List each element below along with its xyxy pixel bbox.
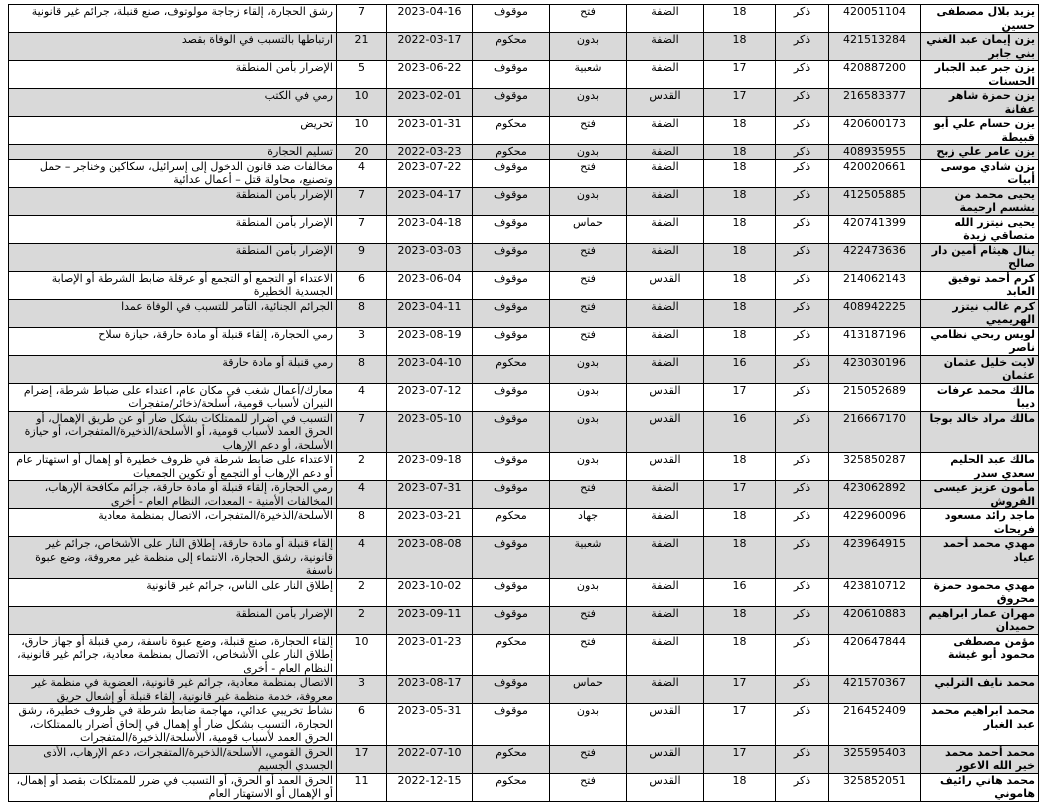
age-cell: 18 [704,159,776,187]
faction-cell: فتح [550,773,627,801]
id-cell: 408942225 [829,299,921,327]
date-cell: 2023-04-17 [387,187,473,215]
id-cell: 420741399 [829,215,921,243]
date-cell: 2023-10-02 [387,578,473,606]
number-cell: 17 [337,745,387,773]
status-cell: موقوف [473,453,550,481]
gender-cell: ذكر [776,299,829,327]
status-cell: موقوف [473,89,550,117]
age-cell: 18 [704,33,776,61]
table-row [9,481,1039,509]
status-cell: محكوم [473,355,550,383]
region-cell: الضفة [627,327,704,355]
name-cell: مالك عبد الحليم سعدي سدر [921,453,1039,481]
age-cell: 18 [704,117,776,145]
gender-cell: ذكر [776,676,829,704]
region-cell: الضفة [627,33,704,61]
status-cell: موقوف [473,215,550,243]
region-cell: الضفة [627,606,704,634]
date-cell: 2023-04-16 [387,5,473,33]
faction-cell: بدون [550,411,627,453]
date-cell: 2023-02-01 [387,89,473,117]
table-row [9,187,1039,215]
table-row [9,327,1039,355]
date-cell: 2023-07-22 [387,159,473,187]
offense-cell: رمي الحجارة، إلقاء قنبلة أو مادة حارقة، حيازة سلاح [9,327,337,355]
faction-cell: حماس [550,676,627,704]
number-cell: 2 [337,606,387,634]
offense-cell: ارتباطها بالتسبب في الوفاة بقصد [9,33,337,61]
id-cell: 214062143 [829,271,921,299]
number-cell: 10 [337,117,387,145]
gender-cell: ذكر [776,745,829,773]
region-cell: الضفة [627,159,704,187]
id-cell: 423030196 [829,355,921,383]
gender-cell: ذكر [776,159,829,187]
faction-cell: بدون [550,355,627,383]
status-cell: موقوف [473,299,550,327]
table-row [9,117,1039,145]
status-cell: موقوف [473,676,550,704]
region-cell: القدس [627,773,704,801]
offense-cell: الإضرار بأمن المنطقة [9,215,337,243]
table-row [9,5,1039,33]
region-cell: الضفة [627,676,704,704]
number-cell: 6 [337,271,387,299]
faction-cell: فتح [550,5,627,33]
gender-cell: ذكر [776,215,829,243]
number-cell: 11 [337,773,387,801]
gender-cell: ذكر [776,145,829,160]
status-cell: موقوف [473,481,550,509]
region-cell: القدس [627,704,704,746]
offense-cell: الأسلحة/الذخيرة/المتفجرات، الاتصال بمنظمة معادية [9,509,337,537]
age-cell: 18 [704,773,776,801]
region-cell: الضفة [627,215,704,243]
offense-cell: تحريض [9,117,337,145]
status-cell: موقوف [473,606,550,634]
detainee-table [8,4,1039,802]
table-row [9,61,1039,89]
date-cell: 2023-04-18 [387,215,473,243]
number-cell: 3 [337,676,387,704]
offense-cell: إلقاء الحجارة، صنع قنبلة، وضع عبوة ناسفة، رمي قنبلة أو جهاز حارق، إطلاق النار على الأشخاص، الاتصال بمنظمة معادية، جرائم غير قانونية، النظام العام - أخرى [9,634,337,676]
status-cell: موقوف [473,271,550,299]
table-row [9,773,1039,801]
table-row [9,383,1039,411]
region-cell: الضفة [627,117,704,145]
id-cell: 325852051 [829,773,921,801]
age-cell: 18 [704,634,776,676]
name-cell: يزن جبر عبد الجبار الحسنات [921,61,1039,89]
region-cell: القدس [627,89,704,117]
faction-cell: حماس [550,215,627,243]
status-cell: موقوف [473,187,550,215]
id-cell: 420600173 [829,117,921,145]
date-cell: 2023-04-11 [387,299,473,327]
gender-cell: ذكر [776,634,829,676]
number-cell: 8 [337,509,387,537]
name-cell: مالك محمد عرفات ديبا [921,383,1039,411]
age-cell: 16 [704,355,776,383]
region-cell: القدس [627,411,704,453]
date-cell: 2023-09-18 [387,453,473,481]
name-cell: يزن عامر علي زبح [921,145,1039,160]
offense-cell: الاعتداء أو التجمع أو التجمع أو عرقلة ضابط الشرطة أو الإصابة الجسدية الخطيرة [9,271,337,299]
faction-cell: بدون [550,578,627,606]
name-cell: محمد ابراهيم محمد عبد الغبار [921,704,1039,746]
table-row [9,411,1039,453]
gender-cell: ذكر [776,537,829,579]
faction-cell: بدون [550,145,627,160]
age-cell: 17 [704,481,776,509]
status-cell: موقوف [473,5,550,33]
offense-cell: نشاط تخريبي عدائي، مهاجمة ضابط شرطة في ظروف خطيرة، رشق الحجارة، التسبب بشكل ضار أو إهمال في إلحاق أضرار بالممتلكات، الحرق العمد لأسباب قومية، الأسلحة/الذخيرة/المتفجرات [9,704,337,746]
age-cell: 16 [704,411,776,453]
date-cell: 2023-01-23 [387,634,473,676]
id-cell: 420887200 [829,61,921,89]
table-row [9,704,1039,746]
offense-cell: إلقاء قنبلة أو مادة حارقة، إطلاق النار على الأشخاص، جرائم غير قانونية، رشق الحجارة، الانتماء إلى منظمة غير معروفة، وضع عبوة ناسفة [9,537,337,579]
id-cell: 325595403 [829,745,921,773]
gender-cell: ذكر [776,578,829,606]
faction-cell: بدون [550,33,627,61]
gender-cell: ذكر [776,89,829,117]
faction-cell: فتح [550,299,627,327]
name-cell: ينال هيثام أمين دار صالح [921,243,1039,271]
name-cell: لايت خليل عثمان عثمان [921,355,1039,383]
number-cell: 4 [337,383,387,411]
table-row [9,453,1039,481]
id-cell: 325850287 [829,453,921,481]
table-row [9,145,1039,160]
table-row [9,537,1039,579]
offense-cell: الإضرار بأمن المنطقة [9,61,337,89]
number-cell: 7 [337,215,387,243]
status-cell: موقوف [473,704,550,746]
number-cell: 10 [337,89,387,117]
offense-cell: الاتصال بمنظمة معادية، جرائم غير قانونية، العضوية في منظمة غير معروفة، خدمة منظمة غير قانونية، إلقاء قنبلة أو إشعال حريق [9,676,337,704]
faction-cell: بدون [550,89,627,117]
name-cell: ماجد رائد مسعود فريحات [921,509,1039,537]
date-cell: 2022-07-10 [387,745,473,773]
name-cell: يزن حسام علي أبو قبيطة [921,117,1039,145]
faction-cell: جهاد [550,509,627,537]
faction-cell: فتح [550,271,627,299]
name-cell: كرم أحمد توفيق العابد [921,271,1039,299]
gender-cell: ذكر [776,327,829,355]
offense-cell: رشق الحجارة، إلقاء زجاجة مولوتوف، صنع قنبلة، جرائم غير قانونية [9,5,337,33]
offense-cell: رمي قنبلة أو مادة حارقة [9,355,337,383]
id-cell: 423964915 [829,537,921,579]
age-cell: 18 [704,606,776,634]
number-cell: 7 [337,187,387,215]
id-cell: 420051104 [829,5,921,33]
date-cell: 2023-04-10 [387,355,473,383]
date-cell: 2022-12-15 [387,773,473,801]
id-cell: 216583377 [829,89,921,117]
id-cell: 423062892 [829,481,921,509]
age-cell: 16 [704,578,776,606]
age-cell: 17 [704,745,776,773]
table-row [9,33,1039,61]
faction-cell: بدون [550,187,627,215]
region-cell: الضفة [627,355,704,383]
table-row [9,634,1039,676]
offense-cell: رمي الحجارة، إلقاء قنبلة أو مادة حارقة، جرائم مكافحة الإرهاب، المخالفات الأمنية - المعدات، النظام العام - أخرى [9,481,337,509]
gender-cell: ذكر [776,606,829,634]
region-cell: الضفة [627,481,704,509]
number-cell: 21 [337,33,387,61]
id-cell: 412505885 [829,187,921,215]
region-cell: القدس [627,745,704,773]
number-cell: 6 [337,704,387,746]
number-cell: 7 [337,5,387,33]
name-cell: محمد أحمد محمد خير الله الاعور [921,745,1039,773]
offense-cell: التسبب في أضرار للممتلكات بشكل ضار أو عن طريق الإهمال، أو الحرق العمد لأسباب قومية، أو الأسلحة/الذخيرة/المتفجرات، أو حيازة الأسلحة، أو دعم الإرهاب [9,411,337,453]
faction-cell: فتح [550,745,627,773]
name-cell: يزن شادي موسى أبيات [921,159,1039,187]
gender-cell: ذكر [776,5,829,33]
faction-cell: شعبية [550,537,627,579]
status-cell: محكوم [473,145,550,160]
region-cell: القدس [627,383,704,411]
region-cell: الضفة [627,299,704,327]
gender-cell: ذكر [776,271,829,299]
name-cell: مؤمن مصطفى محمود أبو غيشة [921,634,1039,676]
date-cell: 2023-09-11 [387,606,473,634]
status-cell: محكوم [473,745,550,773]
region-cell: الضفة [627,5,704,33]
date-cell: 2023-07-31 [387,481,473,509]
offense-cell: الاعتداء على ضابط شرطة في ظروف خطيرة أو إهمال أو استهتار عام أو دعم الإرهاب أو التجمع أو تكوين الجمعيات [9,453,337,481]
gender-cell: ذكر [776,453,829,481]
id-cell: 423810712 [829,578,921,606]
age-cell: 18 [704,271,776,299]
region-cell: القدس [627,271,704,299]
number-cell: 8 [337,299,387,327]
region-cell: الضفة [627,509,704,537]
number-cell: 2 [337,578,387,606]
faction-cell: شعبية [550,61,627,89]
date-cell: 2023-08-19 [387,327,473,355]
region-cell: الضفة [627,634,704,676]
id-cell: 408935955 [829,145,921,160]
name-cell: يزن حمزة شاهر عفانة [921,89,1039,117]
offense-cell: مخالفات ضد قانون الدخول إلى إسرائيل، سكاكين وخناجر – حمل وتصنيع، محاولة قتل – أعمال عدائية [9,159,337,187]
table-row [9,578,1039,606]
name-cell: مهران عمار ابراهيم حميدان [921,606,1039,634]
table-row [9,159,1039,187]
status-cell: موقوف [473,578,550,606]
offense-cell: رمي في الكتب [9,89,337,117]
id-cell: 215052689 [829,383,921,411]
status-cell: موقوف [473,411,550,453]
age-cell: 18 [704,215,776,243]
gender-cell: ذكر [776,481,829,509]
age-cell: 17 [704,383,776,411]
table-row [9,299,1039,327]
gender-cell: ذكر [776,383,829,411]
faction-cell: فتح [550,481,627,509]
faction-cell: فتح [550,243,627,271]
table-row [9,745,1039,773]
date-cell: 2023-05-10 [387,411,473,453]
offense-cell: تسليم الحجارة [9,145,337,160]
gender-cell: ذكر [776,33,829,61]
age-cell: 18 [704,187,776,215]
date-cell: 2022-03-17 [387,33,473,61]
gender-cell: ذكر [776,355,829,383]
faction-cell: فتح [550,117,627,145]
age-cell: 18 [704,243,776,271]
id-cell: 420647844 [829,634,921,676]
name-cell: محمد هاني رائيف هاموني [921,773,1039,801]
table-row [9,355,1039,383]
gender-cell: ذكر [776,243,829,271]
status-cell: محكوم [473,117,550,145]
table-row [9,89,1039,117]
region-cell: الضفة [627,145,704,160]
date-cell: 2023-06-22 [387,61,473,89]
id-cell: 422960096 [829,509,921,537]
status-cell: موقوف [473,537,550,579]
table-row [9,606,1039,634]
age-cell: 18 [704,299,776,327]
status-cell: موقوف [473,243,550,271]
number-cell: 8 [337,355,387,383]
date-cell: 2023-06-04 [387,271,473,299]
age-cell: 17 [704,89,776,117]
date-cell: 2023-03-03 [387,243,473,271]
age-cell: 18 [704,145,776,160]
date-cell: 2023-07-12 [387,383,473,411]
id-cell: 216667170 [829,411,921,453]
name-cell: مهدي محمود حمزة محروق [921,578,1039,606]
faction-cell: بدون [550,453,627,481]
id-cell: 216452409 [829,704,921,746]
id-cell: 420020661 [829,159,921,187]
table-row [9,676,1039,704]
status-cell: محكوم [473,634,550,676]
status-cell: موقوف [473,159,550,187]
region-cell: الضفة [627,243,704,271]
age-cell: 17 [704,704,776,746]
name-cell: كرم غالب نيتزر الهريميي [921,299,1039,327]
id-cell: 421570367 [829,676,921,704]
age-cell: 18 [704,5,776,33]
gender-cell: ذكر [776,411,829,453]
offense-cell: الحرق العمد أو الحرق، أو التسبب في ضرر للممتلكات بقصد أو إهمال، أو الإهمال أو الاستهتار العام [9,773,337,801]
offense-cell: الإضرار بأمن المنطقة [9,243,337,271]
gender-cell: ذكر [776,117,829,145]
faction-cell: فتح [550,327,627,355]
number-cell: 20 [337,145,387,160]
number-cell: 5 [337,61,387,89]
age-cell: 17 [704,676,776,704]
date-cell: 2023-08-17 [387,676,473,704]
region-cell: الضفة [627,61,704,89]
table-row [9,509,1039,537]
date-cell: 2023-03-21 [387,509,473,537]
gender-cell: ذكر [776,509,829,537]
table-row [9,215,1039,243]
region-cell: الضفة [627,537,704,579]
age-cell: 18 [704,453,776,481]
id-cell: 421513284 [829,33,921,61]
number-cell: 9 [337,243,387,271]
id-cell: 420610883 [829,606,921,634]
date-cell: 2022-03-23 [387,145,473,160]
number-cell: 4 [337,537,387,579]
age-cell: 18 [704,327,776,355]
name-cell: يزن إيمان عبد الغني بني جابر [921,33,1039,61]
gender-cell: ذكر [776,773,829,801]
number-cell: 3 [337,327,387,355]
status-cell: موقوف [473,383,550,411]
date-cell: 2023-08-08 [387,537,473,579]
offense-cell: الإضرار بأمن المنطقة [9,187,337,215]
offense-cell: الجرائم الجنائية، التآمر للتسبب في الوفاة عمدا [9,299,337,327]
region-cell: القدس [627,453,704,481]
name-cell: يزيد بلال مصطفى حسين [921,5,1039,33]
gender-cell: ذكر [776,704,829,746]
number-cell: 4 [337,481,387,509]
name-cell: مأمون عزيز عيسى الفروش [921,481,1039,509]
age-cell: 18 [704,537,776,579]
date-cell: 2023-01-31 [387,117,473,145]
offense-cell: الحرق القومي، الأسلحة/الذخيرة/المتفجرات، دعم الإرهاب، الأذى الجسدي الجسيم [9,745,337,773]
faction-cell: فتح [550,159,627,187]
number-cell: 4 [337,159,387,187]
status-cell: موقوف [473,61,550,89]
number-cell: 2 [337,453,387,481]
age-cell: 17 [704,61,776,89]
name-cell: مهدي محمد أحمد عياد [921,537,1039,579]
faction-cell: فتح [550,606,627,634]
age-cell: 18 [704,509,776,537]
region-cell: الضفة [627,578,704,606]
name-cell: لويس ربحي نظامي ناصر [921,327,1039,355]
id-cell: 422473636 [829,243,921,271]
faction-cell: بدون [550,704,627,746]
name-cell: يحيى محمد من بشسم ارحيمة [921,187,1039,215]
table-row [9,243,1039,271]
name-cell: مالك مراد خالد بوجا [921,411,1039,453]
faction-cell: فتح [550,634,627,676]
number-cell: 10 [337,634,387,676]
table-body [9,5,1039,802]
status-cell: محكوم [473,33,550,61]
number-cell: 7 [337,411,387,453]
status-cell: محكوم [473,509,550,537]
offense-cell: إطلاق النار على الناس، جرائم غير قانونية [9,578,337,606]
table-row [9,271,1039,299]
gender-cell: ذكر [776,61,829,89]
status-cell: موقوف [473,327,550,355]
id-cell: 413187196 [829,327,921,355]
gender-cell: ذكر [776,187,829,215]
faction-cell: بدون [550,383,627,411]
region-cell: الضفة [627,187,704,215]
status-cell: محكوم [473,773,550,801]
offense-cell: معارك/أعمال شغب في مكان عام، اعتداء على ضباط شرطة، إضرام النيران لأسباب قومية، أسلحة/ذخائر/متفجرات [9,383,337,411]
offense-cell: الإضرار بأمن المنطقة [9,606,337,634]
date-cell: 2023-05-31 [387,704,473,746]
name-cell: يحيى نيتزر الله متصاقي زيدة [921,215,1039,243]
name-cell: محمد نايف الترلبي [921,676,1039,704]
